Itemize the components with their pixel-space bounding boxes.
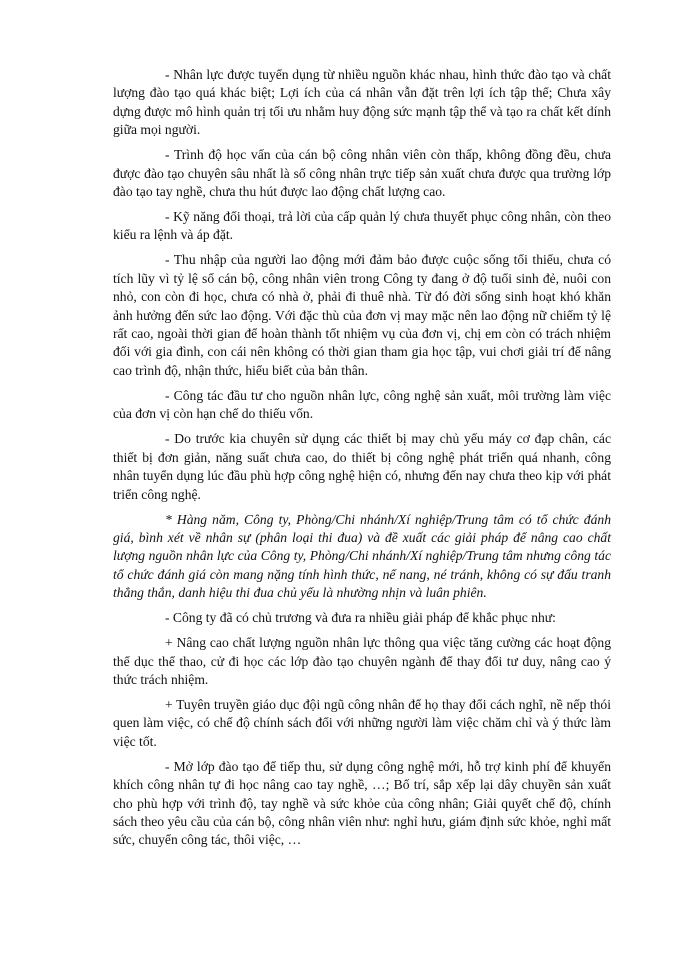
paragraph-measure-training: - Mở lớp đào tạo để tiếp thu, sử dụng công nghệ mới, hỗ trợ kinh phí để khuyến khích công nhân tự đi học nâng cao tay nghề, …; Bố trí, sắp xếp lại dây chuyền sản xuất cho phù hợp với trình độ, tay nghề và sức khỏe của công nhân; Giải quyết chế độ, chính sách theo yêu cầu của cán bộ, công nhân viên như: nghỉ hưu, giám định sức khỏe, nghỉ mất sức, chuyển công tác, thôi việc, … (113, 758, 611, 848)
paragraph-income: - Thu nhập của người lao động mới đảm bảo được cuộc sống tối thiểu, chưa có tích lũy vì tỷ lệ số cán bộ, công nhân viên trong Công ty đang ở độ tuổi sinh đẻ, nuôi con nhỏ, con còn đi học, chưa có nhà ở, phải đi thuê nhà. Từ đó đời sống sinh hoạt khó khăn ảnh hưởng đến sức lao động. Với đặc thù của đơn vị may mặc nên lao động nữ chiếm tỷ lệ rất cao, ngoài thời gian để hoàn thành tốt nhiệm vụ của đơn vị, chị em còn có trách nhiệm đối với gia đình, con cái nên không có thời gian tham gia học tập, vui chơi giải trí để nâng cao trình độ, nhận thức, hiểu biết của bản thân. (113, 252, 611, 378)
paragraph-investment: - Công tác đầu tư cho nguồn nhân lực, công nghệ sản xuất, môi trường làm việc của đơn vị còn hạn chế do thiếu vốn. (113, 387, 611, 422)
paragraph-company-measures: - Công ty đã có chủ trương và đưa ra nhiều giải pháp để khắc phục như: (165, 610, 556, 626)
paragraph-measure-propaganda: + Tuyên truyền giáo dục đội ngũ công nhân để họ thay đổi cách nghĩ, nề nếp thói quen làm việc, có chế độ chính sách đối với những người làm việc chăm chỉ và ý thức làm việc tốt. (113, 696, 611, 749)
paragraph-annual-evaluation: * Hàng năm, Công ty, Phòng/Chi nhánh/Xí nghiệp/Trung tâm có tổ chức đánh giá, bình xét về nhân sự (phân loại thi đua) và đề xuất các giải pháp để nâng cao chất lượng nguồn nhân lực của Công ty, Phòng/Chi nhánh/Xí nghiệp/Trung tâm nhưng công tác tổ chức đánh giá còn mang nặng tính hình thức, nể nang, né tránh, không có sự đấu tranh thẳng thắn, danh hiệu thi đua chủ yếu là nhường nhịn và luân phiên. (113, 511, 611, 601)
paragraph-measure-quality: + Nâng cao chất lượng nguồn nhân lực thông qua việc tăng cường các hoạt động thể dục thể thao, cử đi học các lớp đào tạo chuyên ngành để thay đổi tư duy, nâng cao ý thức trách nhiệm. (113, 635, 611, 687)
paragraph-equipment: - Do trước kia chuyên sử dụng các thiết bị may chủ yếu máy cơ đạp chân, các thiết bị đơn giản, năng suất chưa cao, do thiết bị công nghệ phát triển quá nhanh, công nhân tuyển dụng lúc đầu phù hợp công nghệ hiện có, nhưng đến nay chưa theo kịp với phát triển công nghệ. (113, 431, 611, 502)
paragraph-workforce-sources: - Nhân lực được tuyển dụng từ nhiều nguồn khác nhau, hình thức đào tạo và chất lượng đào tạo quá khác biệt; Lợi ích của cá nhân vẫn đặt trên lợi ích tập thể; Chưa xây dựng được mô hình quản trị tối ưu nhằm huy động sức mạnh tập thể và tạo ra chất kết dính giữa mọi người. (113, 67, 611, 138)
document-page (113, 66, 611, 856)
paragraph-education-level: - Trình độ học vấn của cán bộ công nhân viên còn thấp, không đồng đều, chưa được đào tạo chuyên sâu nhất là số công nhân trực tiếp sản xuất chưa được qua trường lớp đào tạo tay nghề, chưa thu hút được lao động chất lượng cao. (113, 147, 611, 200)
paragraph-dialogue-skills: - Kỹ năng đối thoại, trả lời của cấp quản lý chưa thuyết phục công nhân, còn theo kiểu ra lệnh và áp đặt. (113, 209, 611, 243)
